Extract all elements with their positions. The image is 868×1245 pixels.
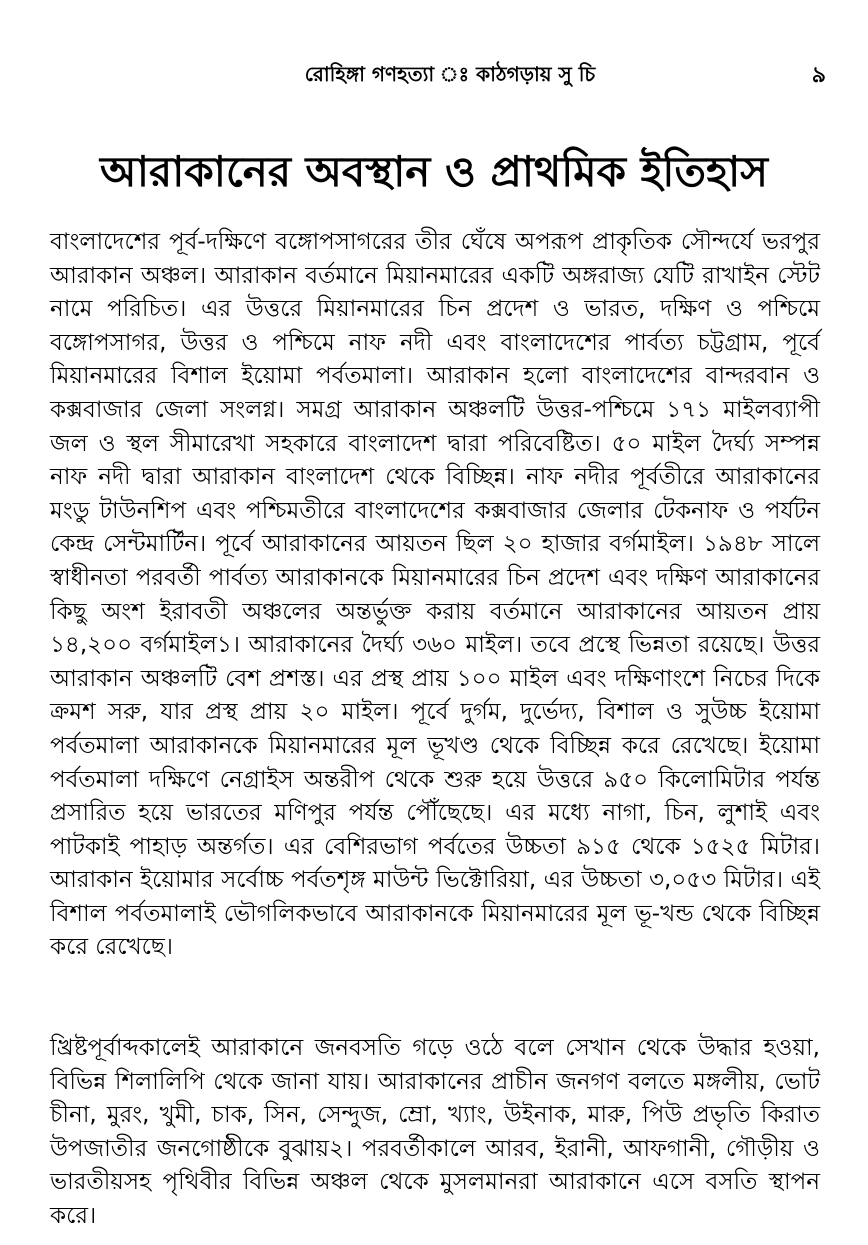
paragraph-1: বাংলাদেশের পূর্ব-দক্ষিণে বঙ্গোপসাগরের তীর ঘেঁষে অপরূপ প্রাকৃতিক সৌন্দর্যে ভরপুর আরাকান অঞ্চল। আরাকান বর্তমানে মিয়ানমারের একটি অঙ্গরাজ্য যেটি রাখাইন স্টেট নামে পরিচিত। এর উত্তরে মিয়ানমারের চিন প্রদেশ ও ভারত, দক্ষিণ ও পশ্চিমে বঙ্গোপসাগর, উত্তর ও পশ্চিমে নাফ নদী এবং বাংলাদেশের পার্বত্য চট্টগ্রাম, পূর্বে মিয়ানমারের বিশাল ইয়োমা পর্বতমালা। আরাকান হলো বাংলাদেশের বান্দরবান ও কক্সবাজার জেলা সংলগ্ন। সমগ্র আরাকান অঞ্চলটি উত্তর-পশ্চিমে ১৭১ মাইলব্যাপী জল ও স্থল সীমারেখা সহকারে বাংলাদেশ দ্বারা পরিবেষ্টিত। ৫০ মাইল দৈর্ঘ্য সম্পন্ন নাফ নদী দ্বারা আরাকান বাংলাদেশ থেকে বিচ্ছিন্ন। নাফ নদীর পূর্বতীরে আরাকানের মংডু টাউনশিপ এবং পশ্চিমতীরে বাংলাদেশের কক্সবাজার জেলার টেকনাফ ও পর্যটন কেন্দ্র সেন্টমার্টিন। পূর্বে আরাকানের আয়তন ছিল ২০ হাজার বর্গমাইল। ১৯৪৮ সালে স্বাধীনতা পরবর্তী পার্বত্য আরাকানকে মিয়ানমারের চিন প্রদেশ এবং দক্ষিণ আরাকানের কিছু অংশ ইরাবতী অঞ্চলের অন্তর্ভুক্ত করায় বর্তমানে আরাকানের আয়তন প্রায় ১৪,২০০ বর্গমাইল১। আরাকানের দৈর্ঘ্য ৩৬০ মাইল। তবে প্রস্থে ভিন্নতা রয়েছে। উত্তর আরাকান অঞ্চলটি বেশ প্রশস্ত। এর প্রস্থ প্রায় ১০০ মাইল এবং দক্ষিণাংশে নিচের দিকে ক্রমশ সরু, যার প্রস্থ প্রায় ২০ মাইল। পূর্বে দুর্গম, দুর্ভেদ্য, বিশাল ও সুউচ্চ ইয়োমা পর্বতমালা আরাকানকে মিয়ানমারের মূল ভূখণ্ড থেকে বিচ্ছিন্ন করে রেখেছে। ইয়োমা পর্বতমালা দক্ষিণে নেগ্রাইস অন্তরীপ থেকে শুরু হয়ে উত্তরে ৯৫০ কিলোমিটার পর্যন্ত প্রসারিত হয়ে ভারতের মণিপুর পর্যন্ত পৌঁছেছে। এর মধ্যে নাগা, চিন, লুশাই এবং পাটকাই পাহাড় অন্তর্গত। এর বেশিরভাগ পর্বতের উচ্চতা ৯১৫ থেকে ১৫২৫ মিটার। আরাকান ইয়োমার সর্বোচ্চ পর্বতশৃঙ্গ মাউন্ট ভিক্টোরিয়া, এর উচ্চতা ৩,০৫৩ মিটার। এই বিশাল পর্বতমালাই ভৌগলিকভাবে আরাকানকে মিয়ানমারের মূল ভূ-খন্ড থেকে বিচ্ছিন্ন করে রেখেছে। xyxy=(50,229,820,961)
paragraph-2: খ্রিষ্টপূর্বাব্দকালেই আরাকানে জনবসতি গড়ে ওঠে বলে সেখান থেকে উদ্ধার হওয়া, বিভিন্ন শিলালিপি থেকে জানা যায়। আরাকানের প্রাচীন জনগণ বলতে মঙ্গলীয়, ভোট চীনা, মুরং, খুমী, চাক, সিন, সেন্দুজ, ম্রো, খ্যাং, উইনাক, মারু, পিউ প্রভৃতি কিরাত উপজাতীর জনগোষ্ঠীকে বুঝায়২। পরবর্তীকালে আরব, ইরানী, আফগানী, গৌড়ীয় ও ভারতীয়সহ পৃথিবীর বিভিন্ন অঞ্চল থেকে মুসলমানরা আরাকানে এসে বসতি স্থাপন করে। xyxy=(50,1035,820,1229)
page-number: ৯ xyxy=(811,63,826,88)
chapter-title: আরাকানের অবস্থান ও প্রাথমিক ইতিহাস xyxy=(100,147,768,197)
running-title: রোহিঙ্গা গণহত্যা ঃ কাঠগড়ায় সু চি xyxy=(304,62,596,86)
running-header xyxy=(0,56,868,90)
